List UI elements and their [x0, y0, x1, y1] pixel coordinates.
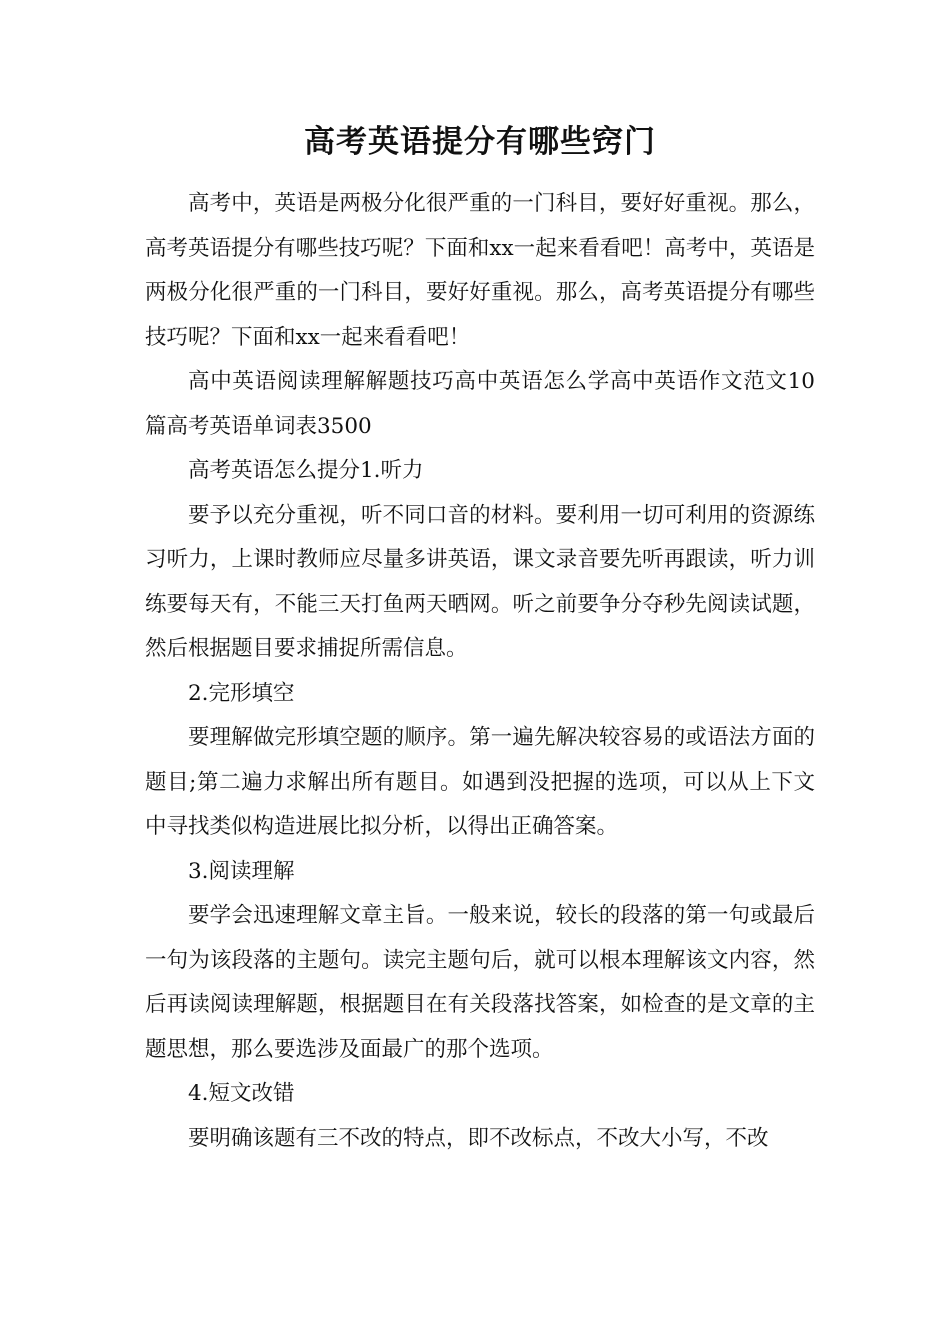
- heading-cloze: 2.完形填空: [188, 680, 295, 706]
- document-body: [145, 118, 815, 1161]
- heading-reading: 3.阅读理解: [188, 858, 295, 884]
- heading-listening: 高考英语怎么提分1.听力: [188, 458, 424, 483]
- paragraph-listening: 要予以充分重视，听不同口音的材料。要利用一切可利用的资源练习听力，上课时教师应尽量多讲英语，课文录音要先听再跟读，听力训练要每天有，不能三天打鱼两天晒网。听之前要争分夺秒先阅读试题，然后根据题目要求捕捉所需信息。: [145, 502, 815, 661]
- paragraph-error-correction: 要明确该题有三不改的特点，即不改标点，不改大小写，不改: [188, 1125, 769, 1151]
- paragraph-intro: 高考中，英语是两极分化很严重的一门科目，要好好重视。那么，高考英语提分有哪些技巧呢？下面和xx一起来看看吧！高考中，英语是两极分化很严重的一门科目，要好好重视。那么，高考英语提分有哪些技巧呢？下面和xx一起来看看吧！: [145, 191, 815, 350]
- paragraph-cloze: 要理解做完形填空题的顺序。第一遍先解决较容易的或语法方面的题目;第二遍力求解出所有题目。如遇到没把握的选项，可以从上下文中寻找类似构造进展比拟分析，以得出正确答案。: [145, 725, 815, 839]
- document-title: 高考英语提分有哪些窍门: [304, 124, 656, 160]
- paragraph-reading: 要学会迅速理解文章主旨。一般来说，较长的段落的第一句或最后一句为该段落的主题句。读完主题句后，就可以根本理解该文内容，然后再读阅读理解题，根据题目在有关段落找答案，如检查的是文章的主题思想，那么要选涉及面最广的那个选项。: [145, 903, 815, 1062]
- paragraph-related-links: 高中英语阅读理解解题技巧高中英语怎么学高中英语作文范文10篇高考英语单词表3500: [145, 369, 815, 439]
- heading-error-correction: 4.短文改错: [188, 1081, 295, 1106]
